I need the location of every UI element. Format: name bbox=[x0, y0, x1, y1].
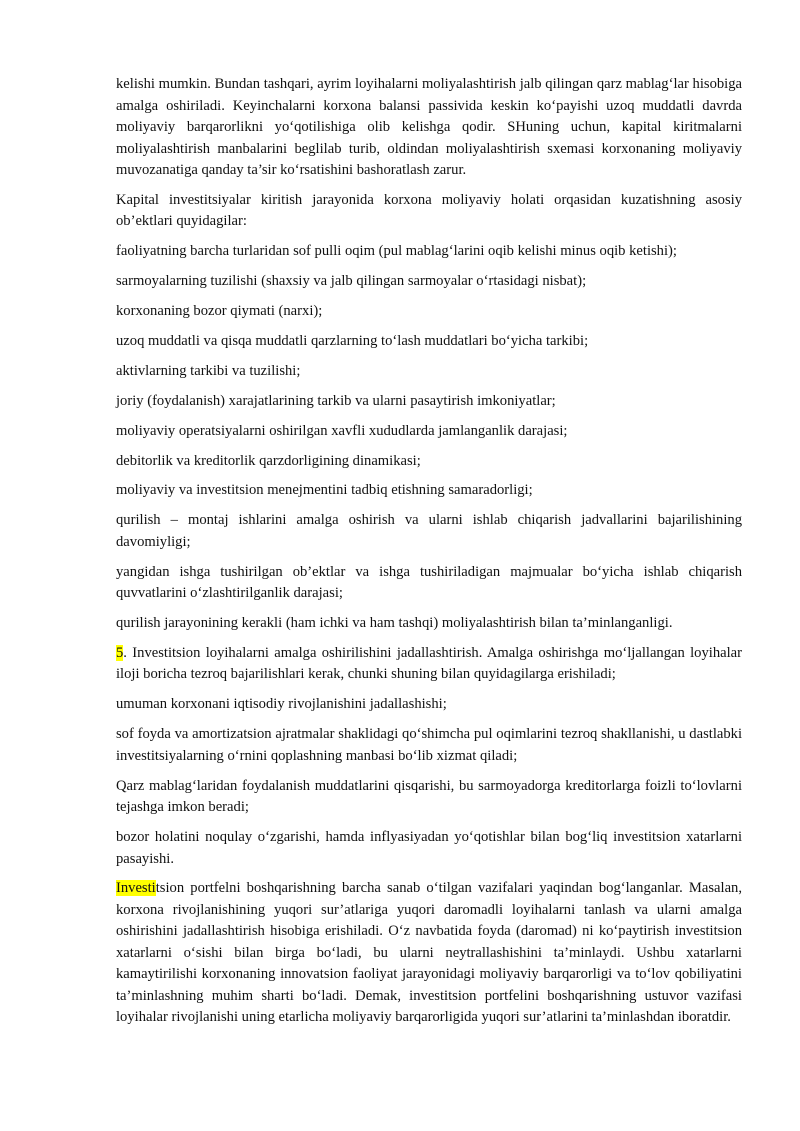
list-item: aktivlarning tarkibi va tuzilishi; bbox=[116, 362, 301, 379]
list-item: yangidan ishga tushirilgan ob’ektlar va ishga tushiriladigan majmualar bo‘yicha ishlab chiqarish quvvatlarini o‘zlashtirilganlik darajasi; bbox=[116, 563, 742, 602]
paragraph-conclusion bbox=[116, 878, 742, 1029]
list-item: debitorlik va kreditorlik qarzdorligining dinamikasi; bbox=[116, 452, 421, 469]
highlighted-word-fragment: Investi bbox=[116, 880, 156, 897]
conclusion-text: tsion portfelni boshqarishning barcha sanab o‘tilgan vazifalari yaqindan bog‘langanlar. Masalan, korxona rivojlanishining yuqori sur’atlariga yuqori daromadli loyihalarni tanlash va ularni amalga oshirishini jadallashtirish hisobiga erishiladi. O‘z navbatida foyda (daromad) ni ko‘paytirish investitsion xatarlarni o‘sishi bilan birga bo‘ladi, bu ularni neytrallashishini ta’minlaydi. Ushbu xatarlarni kamaytirilishi korxonaning innovatsion faoliyat jarayonidagi moliyaviy barqarorligi va to‘lov qobiliyatini ta’minlashning muhim sharti bo‘ladi. Demak, investitsion portfelini boshqarishning ustuvor vazifasi loyihalar rivojlanishi uning etarlicha moliyaviy barqarorligida yuqori sur’atlarini ta’minlashdan iboratdir. bbox=[116, 880, 742, 1026]
list-item: umuman korxonani iqtisodiy rivojlanishini jadallashishi; bbox=[116, 696, 447, 713]
list-item: sof foyda va amortizatsion ajratmalar shaklidagi qo‘shimcha pul oqimlarini tezroq shakllanishi, u dastlabki investitsiyalarning o‘rnini qoplashning manbasi bo‘lib xizmat qiladi; bbox=[116, 726, 742, 764]
list-item: faoliyatning barcha turlaridan sof pulli oqim (pul mablag‘larini oqib kelishi minus oqib ketishi); bbox=[116, 243, 677, 260]
list-item: sarmoyalarning tuzilishi (shaxsiy va jalb qilingan sarmoyalar o‘rtasidagi nisbat); bbox=[116, 273, 587, 290]
list-item: qurilish – montaj ishlarini amalga oshirish va ularni ishlab chiqarish jadvallarini bajarilishining davomiyligi; bbox=[116, 512, 742, 550]
list-item: moliyaviy va investitsion menejmentini tadbiq etishning samaradorligi; bbox=[116, 482, 533, 499]
list-item: korxonaning bozor qiymati (narxi); bbox=[116, 303, 323, 320]
paragraph-monitoring-objects: Kapital investitsiyalar kiritish jarayonida korxona moliyaviy holati orqasidan kuzatishning asosiy ob’ektlari quyidagilar: bbox=[116, 191, 742, 230]
highlighted-item-number: 5 bbox=[116, 644, 124, 661]
list-item: moliyaviy operatsiyalarni oshirilgan xavfli xududlarda jamlanganlik darajasi; bbox=[116, 422, 568, 439]
list-item: uzoq muddatli va qisqa muddatli qarzlarning to‘lash muddatlari bo‘yicha tarkibi; bbox=[116, 332, 589, 349]
paragraph-financing-intro: kelishi mumkin. Bundan tashqari, ayrim loyihalarni moliyalashtirish jalb qilingan qarz mablag‘lar hisobiga amalga oshiriladi. Keyinchalarni korxona balansi passivida keskin ko‘payishi uzoq muddatli davrda moliyaviy barqarorlikni yo‘qotilishiga olib kelishga qodir. SHuning uchun, kapital kiritmalarni moliyalashtirish manbalarini beglilab turib, oldindan moliyalashtirish sxemasi korxonaning moliyaviy muvozanatiga qanday ta’sir ko‘rsatishini bashoratlash zarur. bbox=[116, 76, 742, 178]
document-page bbox=[116, 74, 742, 1037]
list-item: joriy (foydalanish) xarajatlarining tarkib va ularni pasaytirish imkoniyatlar; bbox=[116, 392, 556, 409]
list-item: qurilish jarayonining kerakli (ham ichki va ham tashqi) moliyalashtirish bilan ta’minlanganligi. bbox=[116, 615, 673, 632]
list-item: bozor holatini noqulay o‘zgarishi, hamda inflyasiyadan yo‘qotishlar bilan bog‘liq investitsion xatarlarni pasayishi. bbox=[116, 829, 742, 867]
item-5-text: . Investitsion loyihalarni amalga oshirilishini jadallashtirish. Amalga oshirishga mo‘ljallangan loyihalar iloji boricha tezroq bajarilishlari kerak, chunki shuning bilan quyidagilarga erishiladi; bbox=[116, 644, 742, 683]
list-item: Qarz mablag‘laridan foydalanish muddatlarini qisqarishi, bu sarmoyadorga kreditorlarga foizli to‘lovlarni tejashga imkon beradi; bbox=[116, 777, 742, 816]
paragraph-item-5 bbox=[116, 643, 742, 686]
